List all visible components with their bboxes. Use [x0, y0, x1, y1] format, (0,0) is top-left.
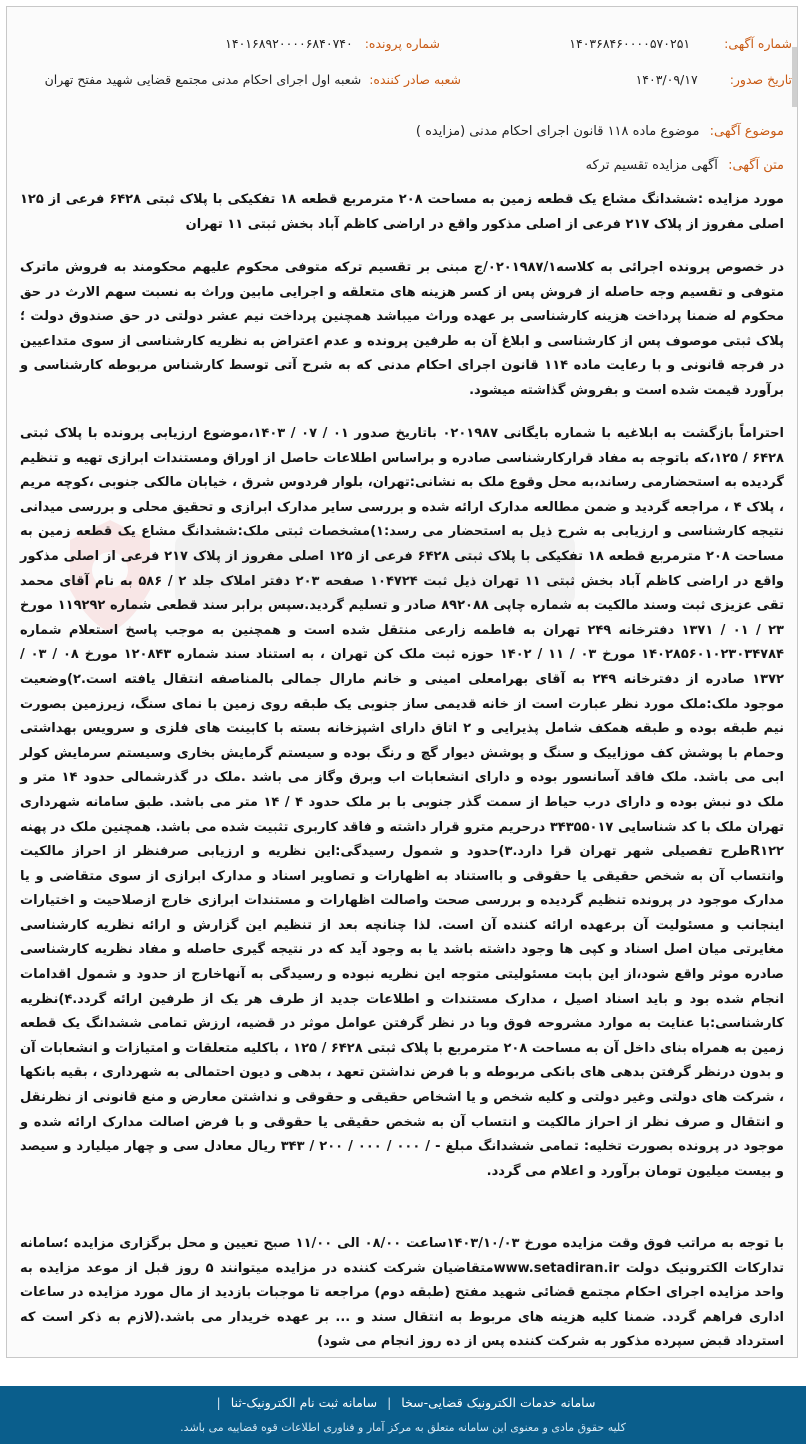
footer-copyright: کلیه حقوق مادی و معنوی این سامانه متعلق به مرکز آمار و فناوری اطلاعات قوه قضاییه می باشد.: [180, 1421, 626, 1434]
footer-link-sakha[interactable]: سامانه خدمات الکترونیک قضایی-سخا: [401, 1395, 596, 1410]
case-number-value: ۱۴۰۱۶۸۹۲۰۰۰۰۶۸۴۰۷۴۰: [225, 36, 353, 51]
ad-number-row: [569, 36, 792, 51]
subject-value: موضوع ماده ۱۱۸ قانون اجرای احکام مدنی (مزایده ): [415, 124, 700, 139]
subject-row: [416, 124, 784, 139]
issue-date-row: [636, 72, 792, 87]
subject-label: موضوع آگهی:: [709, 124, 784, 139]
auction-schedule-paragraph: با توجه به مراتب فوق وقت مزایده مورخ ۱۴۰۳/۱۰/۰۳ساعت ۰۸/۰۰ الی ۱۱/۰۰ صبح تعیین و محل برگزاری مزایده ؛سامانه تدارکات الکترونیک دولت www.setadiran.irمتقاضیان شرکت کننده در مزایده میتوانند ۵ روز قبل از موعد مزایده به واحد مزایده اجرای احکام مجتمع قضائی شهید مفتح (طبقه دوم) مراجعه تا موجبات بازدید از مال مورد مزایده در ساعات اداری فراهم گردد. ضمنا کلیه هزینه های مربوط به انتقال سند و ... بر عهده خریدار می باشد.(لازم به ذکر است که استرداد قبض سپرده مذکور به شرکت کننده پس از ده روز انجام می شود): [20, 1236, 784, 1350]
issue-date-value: ۱۴۰۳/۰۹/۱۷: [635, 72, 698, 87]
expert-report-paragraph: احتراماً بازگشت به ابلاغیه با شماره بایگانی ۰۲۰۱۹۸۷ باتاریخ صدور ۰۱ / ۰۷ / ۱۴۰۳،موضوع ارزیابی پرونده با پلاک ثبتی ۶۴۲۸ / ۱۲۵،که باتوجه به مفاد قرارکارشناسی صادره و براساس اطلاعات حاصل از اوراق ومستندات ابرازی تهیه و تنظیم گردیده به استحضارمی رساند،به محل وقوع ملک به نشانی:تهران، بلوار فردوس شرق ، خیابان مالکی جنوبی ،کوچه مریم ، پلاک ۴ ، مراجعه گردید و ضمن مطالعه مدارک ارائه شده و بررسی سایر مدارک ابرازی و تحقیق محلی و بررسی میدانی نتیجه کارشناسی و ارزیابی به شرح ذیل به استحضار می رسد:۱)مشخصات ثبتی ملک:ششدانگ مشاع یک قطعه زمین به مساحت ۲۰۸ مترمربع قطعه ۱۸ تفکیکی با پلاک ثبتی ۶۴۲۸ فرعی از ۱۲۵ اصلی مفروز از پلاک ۲۱۷ فرعی از اصلی مذکور واقع در اراضی کاظم آباد بخش ثبتی ۱۱ تهران ذیل ثبت ۱۰۴۷۲۴ صفحه ۲۰۳ دفتر املاک جلد ۲ / ۵۸۶ به نام آقای محمد تقی عزیزی ثبت وسند مالکیت به شماره چاپی ۸۹۲۰۸۸ صادر و تسلیم گردید.سپس برابر سند قطعی شماره ۱۱۹۲۹۲ مورخ ۲۳ / ۰۱ / ۱۳۷۱ دفترخانه ۲۴۹ تهران به فاطمه زارعی منتقل شده است و همچنین به موجب پاسخ استعلام شماره ۱۴۰۲۸۵۶۰۱۰۲۳۰۳۴۷۸۴ مورخ ۰۳ / ۱۱ / ۱۴۰۲ حوزه ثبت ملک کن تهران ، به استناد سند شماره ۱۲۰۸۴۳ مورخ ۰۸ / ۰۳ / ۱۳۷۲ صادره از دفترخانه ۲۴۹ به آقای بهرامعلی امینی و خانم مارال جمالی بالمناصفه انتقال یافته است.۲)وضعیت موجود ملک:ملک مورد نظر عبارت است از خانه قدیمی ساز جنوبی یک طبقه روی زمین با نمای سنگ، زیرزمین بصورت نیم طبقه بوده و طبقه همکف شامل پذیرایی و ۲ اتاق دارای اشپزخانه بسته با کابینت های فلزی و سرویس بهداشتی وحمام با پوشش کف موزاییک و سنگ و پوشش دیوار گچ و رنگ بوده و سیستم گرمایش بخاری وسیستم سرمایش کولر ابی می باشد. ملک فاقد آسانسور بوده و دارای انشعابات اب وبرق وگاز می باشد .ملک در گذرشمالی حدود ۱۴ متر و ملک دو نبش بوده و دارای درب حیاط از سمت گذر جنوبی با بر ملک حدود ۴ / ۱۴ متر می باشد. طبق سامانه شهرداری تهران ملک با کد شناسایی ۳۴۳۵۵۰۱۷ درحریم مترو قرار داشته و فاقد کاربری تثبیت شده می باشد. همچنین ملک در پهنه R۱۲۲طرح تفصیلی شهر تهران قرا دارد.۳)حدود و شمول رسیدگی:این نظریه و ارزیابی صرفنظر از احراز مالکیت وانتساب آن به شخص حقیقی یا حقوقی و بااستناد به اظهارات و تصاویر اسناد و مدارک ابرازی از سوی متقاضی و یا مدارک موجود در پرونده تنظیم گردیده و بررسی صحت واصالت اظهارات و مستندات ابرازی خارج ازصلاحیت و اختیارات اینجانب و مسئولیت آن برعهده ارائه کننده آن است. لذا چنانچه بعد از تنظیم این گزارش و ارائه نظریه کارشناسی مغایرتی میان اصل اسناد و کپی ها وجود داشته باشد یا به وجود آید که در نتیجه گیری حاصله و مفاد نظریه کارشناسی صادره موثر واقع شود،از این بابت مسئولیتی متوجه این نظریه نبوده و رسیدگی به آنهاخارج از حدود و شمول اقدامات انجام شده بود و باید اسناد اصیل ، مدارک مستندات و اطلاعات جدید از طرف هر یک از طرفین ارائه گردد.۴)نظریه کارشناسی:با عنایت به موارد مشروحه فوق وبا در نظر گرفتن عوامل موثر در قضیه، ارزش تمامی ششدانگ یک قطعه زمین به همراه بنای داخل آن به مساحت ۲۰۸ مترمربع با پلاک ثبتی ۶۴۲۸ / ۱۲۵ ، باکلیه متعلقات و امتیازات و انشعابات آن و بدون درنظر گرفتن بدهی های بانکی مربوطه و با فرض نداشتن تعهد ، بدهی و دیون احتمالی به شهرداری ، بقیه بانکها ، شرکت های دولتی وغیر دولتی و کلیه شخص و یا اشخاص حقیقی و حقوقی و نداشتن معارض و منع قانونی از نظرنقل و انتقال و صرف نظر از احراز مالکیت و انتساب آن به شخص حقیقی یا حقوقی و با فرض اصالت مدارک ارائه شده و موجود در پرونده بصورت تخلیه: تمامی ششدانگ مبلغ - / ۰۰۰ / ۰۰۰ / ۲۰۰ / ۳۴۳ ریال معادل سی و چهار میلیارد و سیصد و بیست میلیون تومان برآورد و اعلام می گردد.: [20, 426, 785, 1179]
auction-item-paragraph: مورد مزایده :ششدانگ مشاع یک قطعه زمین به مساحت ۲۰۸ مترمربع قطعه ۱۸ تفکیکی با پلاک ثبتی ۶۴۲۸ فرعی از ۱۲۵ اصلی مفروز از پلاک ۲۱۷ فرعی از اصلی مذکور واقع در اراضی کاظم آباد بخش ثبتی ۱۱ تهران: [20, 192, 784, 232]
case-number-label: شماره پرونده:: [364, 36, 440, 51]
footer-link-sana[interactable]: سامانه ثبت نام الکترونیک-ثنا: [230, 1395, 378, 1410]
footer-separator: |: [387, 1395, 392, 1410]
issue-date-label: تاریخ صدور:: [729, 72, 792, 87]
ad-number-label: شماره آگهی:: [724, 36, 792, 51]
issuing-branch-label: شعبه صادر کننده:: [369, 72, 461, 87]
ad-text-label: متن آگهی:: [728, 158, 784, 173]
issuing-branch-value: شعبه اول اجرای احکام مدنی مجتمع قضایی شهید مفتح تهران: [44, 72, 362, 87]
ad-number-value: ۱۴۰۳۶۸۴۶۰۰۰۰۵۷۰۲۵۱: [569, 36, 691, 51]
issuing-branch-row: [45, 72, 461, 87]
footer-separator: |: [216, 1395, 221, 1410]
ad-text-row: [586, 158, 784, 173]
footer-links: [0, 1395, 806, 1410]
case-number-row: [225, 36, 440, 51]
site-footer: [0, 1386, 806, 1444]
scrollbar[interactable]: [792, 47, 797, 107]
ad-text-value: آگهی مزایده تقسیم ترکه: [585, 158, 718, 173]
case-description-paragraph: در خصوص پرونده اجرائی به کلاسه۰۲۰۱۹۸۷/۱/ج مبنی بر تقسیم ترکه متوفی محکوم علیهم محکومند به فروش ماترک متوفی و تقسیم وجه حاصله از فروش پس از کسر هزینه های متعلقه و اجرایی مابین وراث به نسبت سهم الارث در حق محکوم له ضمنا پرداخت هزینه کارشناسی بر عهده وراث میباشد همچنین پرداخت نیم عشر دولتی در حق صندوق دولت ؛ پلاک ثبتی موصوف پس از کارشناسی و ابلاغ آن به طرفین پرونده و عدم اعتراض به نظریه کارشناسی از سوی متداعیین در فرجه قانونی و با رعایت ماده ۱۱۴ قانون اجرای احکام مدنی که به شرح آتی توسط کارشناس مربوطه کارشناسی و برآورد قیمت شده است و بفروش گذاشته میشود.: [20, 260, 785, 398]
